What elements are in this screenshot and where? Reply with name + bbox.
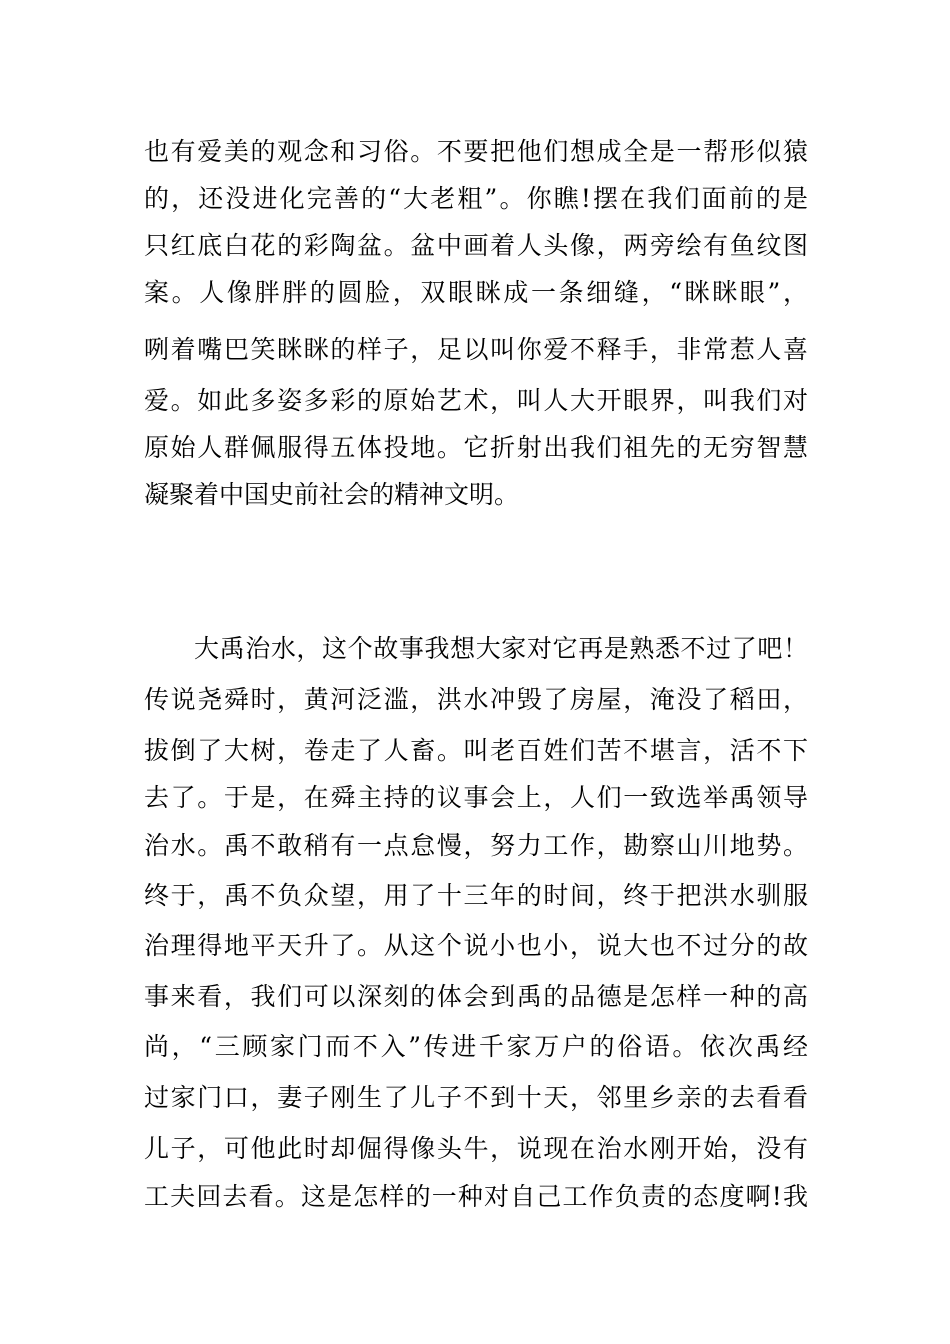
text-line: 事来看，我们可以深刻的体会到禹的品德是怎样一种的高 bbox=[144, 982, 808, 1011]
text-line: 治理得地平天升了。从这个说小也小，说大也不过分的故 bbox=[144, 931, 808, 960]
text-line: 传说尧舜时，黄河泛滥，洪水冲毁了房屋，淹没了稻田， bbox=[144, 685, 808, 714]
text-line: 凝聚着中国史前社会的精神文明。 bbox=[144, 480, 520, 509]
text-line: 爱。如此多姿多彩的原始艺术，叫人大开眼界，叫我们对 bbox=[144, 386, 808, 415]
text-line: 大禹治水，这个故事我想大家对它再是熟悉不过了吧！ bbox=[194, 634, 808, 663]
text-line: 咧着嘴巴笑眯眯的样子，足以叫你爱不释手，非常惹人喜 bbox=[144, 335, 808, 364]
text-line: 只红底白花的彩陶盆。盆中画着人头像，两旁绘有鱼纹图 bbox=[144, 231, 808, 260]
text-line: 儿子，可他此时却倔得像头牛，说现在治水刚开始，没有 bbox=[144, 1134, 808, 1163]
text-line: 过家门口，妻子刚生了儿子不到十天，邻里乡亲的去看看 bbox=[144, 1083, 808, 1112]
text-line: 案。人像胖胖的圆脸，双眼眯成一条细缝，“眯眯眼”， bbox=[144, 278, 808, 307]
text-line: 尚，“三顾家门而不入”传进千家万户的俗语。依次禹经 bbox=[144, 1032, 808, 1061]
text-line: 拔倒了大树，卷走了人畜。叫老百姓们苦不堪言，活不下 bbox=[144, 736, 808, 765]
text-line: 终于，禹不负众望，用了十三年的时间，终于把洪水驯服 bbox=[144, 881, 808, 910]
text-line: 原始人群佩服得五体投地。它折射出我们祖先的无穷智慧 bbox=[144, 433, 808, 462]
text-line: 去了。于是，在舜主持的议事会上，人们一致选举禹领导 bbox=[144, 783, 808, 812]
text-line: 工夫回去看。这是怎样的一种对自己工作负责的态度啊!我 bbox=[144, 1182, 808, 1211]
text-line: 也有爱美的观念和习俗。不要把他们想成全是一帮形似猿 bbox=[144, 137, 808, 166]
text-line: 治水。禹不敢稍有一点怠慢，努力工作，勘察山川地势。 bbox=[144, 831, 808, 860]
text-line: 的，还没进化完善的“大老粗”。你瞧!摆在我们面前的是 bbox=[144, 184, 808, 213]
